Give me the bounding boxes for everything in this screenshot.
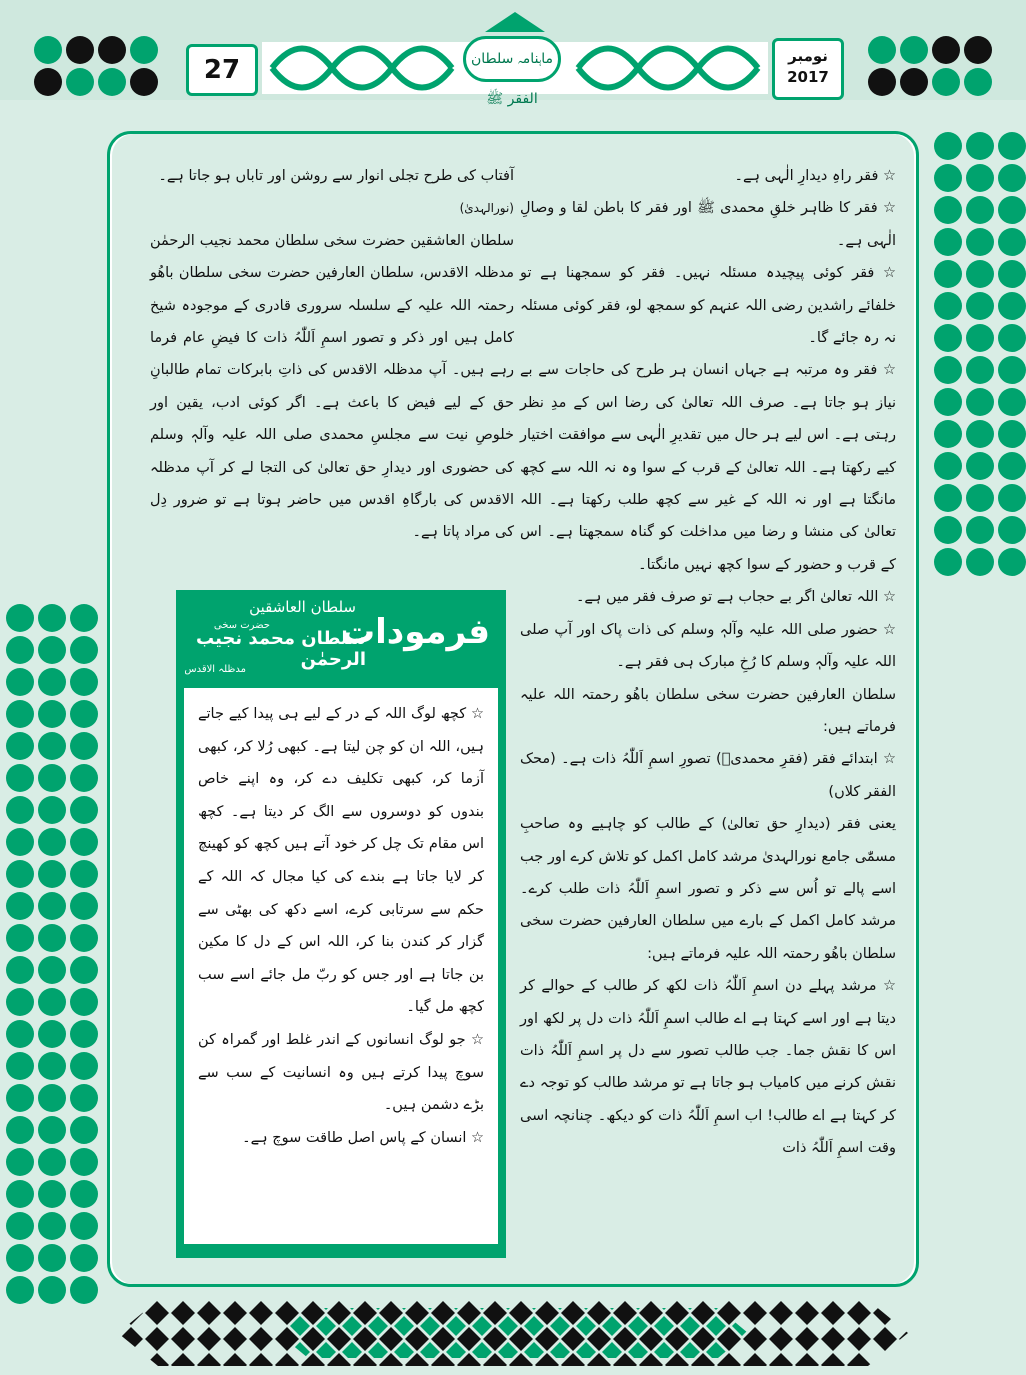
page-number: 27 <box>186 44 258 96</box>
dots-right-side <box>934 132 1026 576</box>
sayings-box-header <box>176 590 506 686</box>
left-column <box>150 160 514 549</box>
right-column <box>520 160 896 1165</box>
paragraph: سلطان العارفین حضرت سخی سلطان باھُو رحمتہ اللہ علیہ فرماتے ہیں: <box>520 686 896 735</box>
sayings-title: فرمودات <box>340 612 490 652</box>
dots-left-side <box>6 604 98 1304</box>
dots-top-right <box>868 36 992 96</box>
bottom-diamond-ornament <box>118 1300 908 1366</box>
sayings-title-suffix: مدظلہ الاقدس <box>184 664 246 675</box>
paragraph: ☆ حضور صلی اللہ علیہ وآلہٖ وسلم کی ذات پاک اور آپ صلی اللہ علیہ وآلہٖ وسلم کا رُخِ مبارک ہی فقر ہے۔ <box>520 621 896 671</box>
sayings-honorific: حضرت سخی <box>213 620 270 631</box>
saying-item: ☆ کچھ لوگ اللہ کے در کے لیے ہی پیدا کیے جاتے ہیں، اللہ ان کو چن لیتا ہے۔ کبھی رُلا کر، کبھی آزما کر، کبھی تکلیف دے کر، وہ اپنے خاص بندوں کو دوسروں سے الگ کر دیتا ہے۔ کچھ اس مقام تک چل کر خود آتے ہیں کچھ کو کھینچ کر لایا جاتا ہے بندے کی کیا مجال کہ اللہ کے حکم سے سرتابی کرے، اسے دکھ کی بھٹی سے گزار کر کندن بنا کر، اللہ اس کے دل کا مکین بن جاتا ہے اور جس کو ربّ مل جائے اسے سب کچھ مل گیا۔ <box>198 706 484 1016</box>
paragraph: ☆ فقر کوئی پیچیدہ مسئلہ نہیں۔ فقر کو سمجھنا ہے تو خلفائے راشدین رضی اللہ عنہم کو سمجھ لو، فقر کوئی مسئلہ نہ رہ جائے گا۔ <box>520 265 896 347</box>
paragraph: ☆ اللہ تعالیٰ اگر بے حجاب ہے تو صرف فقر میں ہے۔ <box>575 589 896 606</box>
sayings-title-line2: سلطان محمد نجیب الرحمٰن <box>196 628 366 670</box>
dots-top-left <box>34 36 158 96</box>
paragraph: ☆ فقر راہِ دیدارِ الٰہی ہے۔ <box>734 168 896 184</box>
saying-item: ☆ انسان کے پاس اصل طاقت سوچ ہے۔ <box>242 1129 484 1146</box>
paragraph: سلطان العاشقین حضرت سخی سلطان محمد نجیب الرحمٰن مدظلہ الاقدس، سلطان العارفین حضرت سخی سلطان باھُو رحمتہ اللہ علیہ کے سلسلہ سروری قادری کے موجودہ شیخ کامل ہیں اور ذکر و تصور اسمِ اَللّٰہُ ذات کا فیضِ عام فرما رہے ہیں۔ آپ مدظلہ الاقدس کی ذاتِ بابرکات تمام طالبانِ حق کے لیے فیض کا باعث ہے۔ اگر کوئی ادب، یقین اور خلوصِ نیت سے مجلسِ محمدی صلی اللہ علیہ وآلہٖ وسلم کی حضوری اور دیدارِ حق تعالیٰ کی التجا لے کر آپ مدظلہ الاقدس کی بارگاہِ اقدس میں حاضر ہوتا ہے تو ضرور دِل کی مراد پاتا ہے۔ <box>150 232 514 541</box>
sayings-box <box>176 590 506 1258</box>
paragraph: ☆ فقر کا ظاہر خلقِ محمدی ﷺ اور فقر کا باطن لقا و وصالِ الٰہی ہے۔ <box>520 200 896 249</box>
magazine-logo: ماہنامہ سلطان الفقر ﷺ <box>463 36 561 82</box>
paragraph: ☆ مرشد پہلے دن اسمِ اَللّٰہُ ذات لکھ کر طالب کے حوالے کر دیتا ہے اور اسے کہتا ہے اے طالب اسمِ اَللّٰہُ ذات دل پر لکھ اور اس کا نقش جما۔ جب طالب تصور سے دل پر اسمِ اَللّٰہُ ذات نقش کرنے میں کامیاب ہو جاتا ہے تو مرشد طالب کو توجہ دے کر کہتا ہے اے طالب! اب اسمِ اَللّٰہُ ذات کو دیکھ۔ چنانچہ اسی وقت اسمِ اَللّٰہُ ذات <box>520 978 896 1157</box>
paragraph: یعنی فقر (دیدارِ حق تعالیٰ) کے طالب کو چاہیے وہ صاحبِ مسمّٰی جامع نورالہدیٰ مرشد کامل اکمل کو تلاش کرے اور جب اسے پالے تو اُس سے ذکر و تصور اسمِ اَللّٰہُ ذات طلب کرے۔ مرشد کامل اکمل کے بارے میں سلطان العارفین حضرت سخی سلطان باھُو رحمتہ اللہ علیہ فرماتے ہیں: <box>520 816 896 962</box>
sayings-title-line1: سلطان العاشقین <box>249 598 356 616</box>
paragraph: آفتاب کی طرح تجلی انوار سے روشن اور تاباں ہو جاتا ہے۔ <box>158 168 514 184</box>
sayings-body <box>184 688 498 1244</box>
issue-date <box>772 38 844 100</box>
issue-month: نومبر <box>788 47 828 65</box>
paragraph: ☆ ابتدائے فقر (فقرِ محمدیؐ) تصورِ اسمِ اَللّٰہُ ذات ہے۔ (محک الفقر کلاں) <box>520 751 896 800</box>
saying-item: ☆ جو لوگ انسانوں کے اندر غلط اور گمراہ کن سوچ پیدا کرتے ہیں وہ انسانیت کے سب سے بڑے دشمن ہیں۔ <box>198 1031 484 1114</box>
paragraph: ☆ فقر وہ مرتبہ ہے جہاں انسان ہر طرح کی حاجات سے بے نیاز ہو جاتا ہے۔ صرف اللہ تعالیٰ کی رضا اس کے مدِ نظر رہتی ہے۔ اس لیے ہر حال میں تقدیرِ الٰہی سے موافقت اختیار کیے رکھتا ہے۔ اللہ تعالیٰ کے قرب کے سوا وہ نہ اللہ سے کچھ مانگتا ہے اور نہ اللہ کے غیر سے کچھ طلب رکھتا ہے۔ اللہ تعالیٰ کی منشا و رضا میں مداخلت کو گناہ سمجھتا ہے۔ اس کے قرب و حضور کے سوا کچھ نہیں مانگتا۔ <box>520 362 896 573</box>
source-citation: (نورالہدیٰ) <box>459 201 514 216</box>
issue-year: 2017 <box>787 68 829 86</box>
